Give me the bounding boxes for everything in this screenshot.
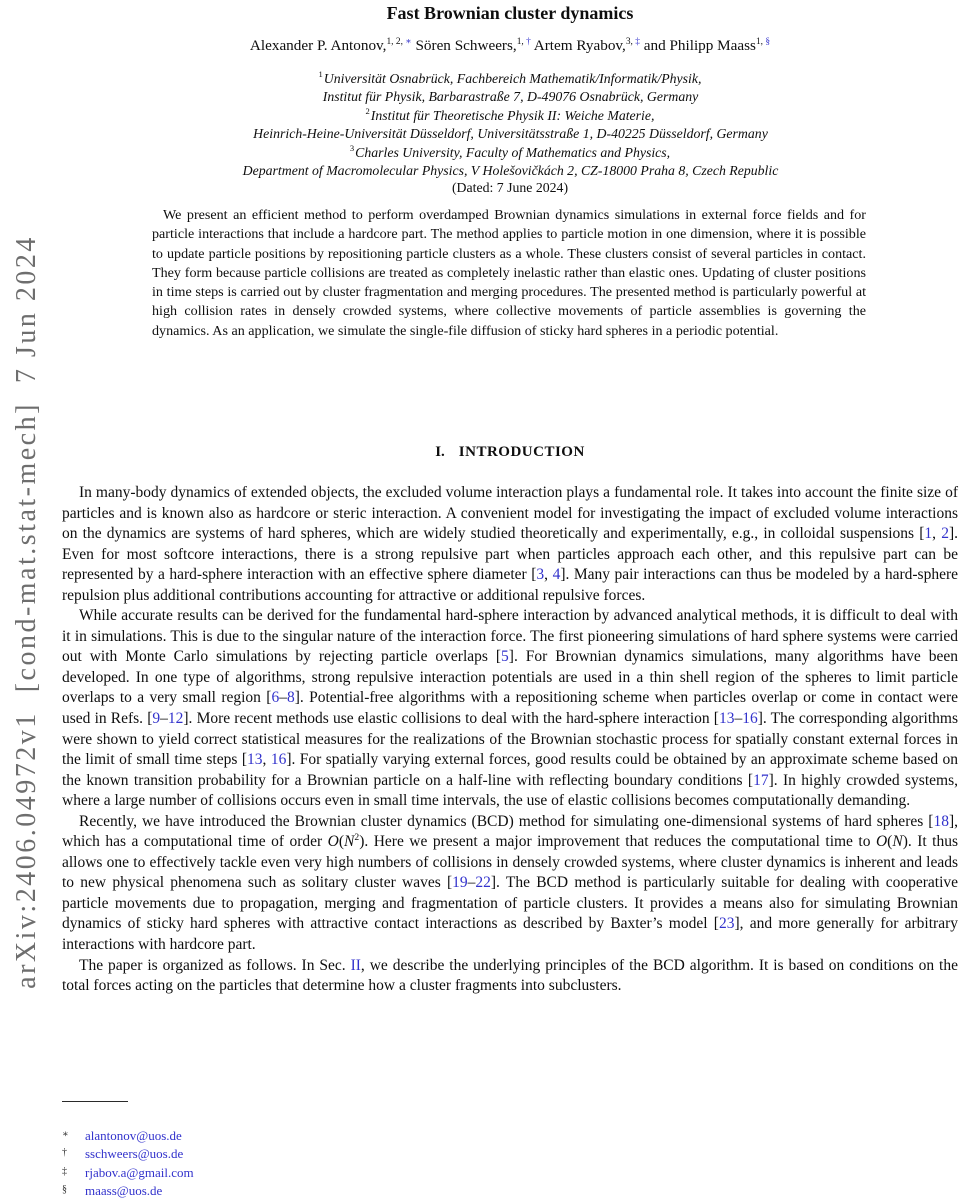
footnote-email-link[interactable]: maass@uos.de [85,1182,163,1198]
text-segment: O [875,833,888,851]
text-segment: ]. Even for most softcore interactions, there is a strong repulsive part when particles approach each other, and this repulsive part can be represented by a hard-sphere interaction with an effective sphere diameter [ [62,525,958,584]
text-segment: O [327,833,339,851]
text-segment: ]. The BCD method is particularly suitable for dealing with cooperative particle movements due to propagation, merging and fragmentation of particle clusters. It provides a means also for simulating Brownian dynamics of sticky hard spheres with attractive contact interactions as described by Baxter’s model [ [62,874,958,933]
ref-link[interactable]: 4 [552,566,561,584]
paper-title: Fast Brownian cluster dynamics [386,3,634,23]
ref-link[interactable]: 18 [933,812,949,830]
text-segment: Recently, we have introduced the Brownian cluster dynamics (BCD) method for simulating one-dimensional systems of hard spheres [ [79,812,934,830]
abstract-text: We present an efficient method to perform overdamped Brownian dynamics simulations in external force fields and for particle interactions that include a hardcore part. The method applies to particle motion in one dimension, where it is possible to update particle positions by repositioning particle clusters as a whole. These clusters consist of several particles in contact. They form because particle collisions are treated as completely inelastic rather than elastic ones. Updating of cluster positions in time steps is carried out by cluster fragmentation and merging procedures. The presented method is particularly powerful at high collision rates in densely crowded systems, where collective movements of particle assemblies is governing the dynamics. As an application, we simulate the single-file diffusion of sticky hard spheres in a periodic potential. [152,207,866,339]
footnote-symbol: † [62,1147,67,1159]
text-segment: The paper is organized as follows. In Sec. [79,956,351,974]
affiliation-text: Institut für Physik, Barbarastraße 7, D-49076 Osnabrück, Germany [322,89,699,105]
text-segment: ]. For Brownian dynamics simulations, many algorithms have been developed. In one type of algorithms, strong repulsive interaction potentials are used in a thin shell region of the spheres to limit particle overlaps to a very small region [ [62,648,958,707]
intro-paragraph-2 [62,606,958,811]
ref-link[interactable]: 13 [718,710,735,728]
text-segment: – [734,710,743,728]
text-segment: ). Here we present a major improvement that reduces the computational time to [359,833,876,851]
footnote-mark-link[interactable]: † [526,36,531,47]
text-segment: 2 [354,832,360,844]
text-segment: In many-body dynamics of extended objects, the excluded volume interaction plays a fundamental role. It takes into account the finite size of particles and is known also as hardcore or steric interaction. A convenient model for investigating the impact of excluded volume interactions on the dynamics are systems of hard spheres, which are widely studied theoretically and experimentally, e.g., in colloidal suspensions [ [62,484,958,543]
affiliation-text: Universität Osnabrück, Fachbereich Mathematik/Informatik/Physik, [323,71,702,86]
ref-link[interactable]: 19 [452,874,468,892]
section-heading [62,444,958,461]
ref-link[interactable]: 13 [247,751,263,769]
footnote-email-link[interactable]: rjabov.a@gmail.com [85,1164,194,1180]
footnote-email-link[interactable]: alantonov@uos.de [85,1128,182,1143]
text-segment: Alexander P. Antonov, [249,37,387,54]
text-segment: ]. Many pair interactions can thus be modeled by a hard-sphere repulsion plus additional contributions accounting for attractive or additional repulsive forces. [62,566,959,604]
text-segment: 1, [755,36,766,47]
author-line [62,37,958,55]
affiliation-text: Charles University, Faculty of Mathematics and Physics, [355,144,671,160]
ref-link[interactable]: 8 [286,689,295,707]
ref-link[interactable]: 5 [501,648,509,666]
affiliation-text: Department of Macromolecular Physics, V Holešovičkách 2, CZ-18000 Praha 8, Czech Republic [242,163,779,179]
affiliation-line [62,107,958,125]
affiliation-text: Institut für Theoretische Physik II: Weiche Materie, [370,107,655,123]
affiliation-text: Heinrich-Heine-Universität Düsseldorf, Universitätsstraße 1, D-40225 Düsseldorf, Germany [253,126,768,142]
text-segment: ]. In highly crowded systems, where a large number of collisions occurs even in small time intervals, the use of elastic collisions becomes computationally demanding. [62,771,958,810]
affiliation-line [62,88,958,106]
footnote-mark-link[interactable]: § [765,36,771,47]
text-segment: While accurate results can be derived for the fundamental hard-sphere interaction by advanced analytical methods, it is difficult to deal with it in simulations. This is due to the singular nature of the interaction force. The first pioneering simulations of hard sphere systems were carried out with Monte Carlo simulations by rejecting particle overlaps [ [62,607,958,666]
footnote-item [62,1164,462,1182]
introduction-body [62,483,958,997]
text-segment: 1, [516,36,527,47]
text-segment: N [344,833,355,851]
intro-paragraph-3 [62,812,958,956]
ref-link[interactable]: 16 [742,710,758,728]
footnote-symbol: ‡ [62,1165,67,1177]
text-segment: ]. Potential-free algorithms with a repositioning scheme when particles overlap or come in contact were used in Refs. [ [62,689,958,728]
ref-link[interactable]: 6 [271,689,280,707]
text-segment: N [892,833,903,851]
affiliation-superscript: 2 [365,106,370,117]
affiliations [62,70,958,181]
text-segment: – [279,689,287,707]
text-segment: Artem Ryabov, [530,37,626,54]
text-segment: and Philipp Maass [639,37,756,54]
ref-link[interactable]: 2 [941,525,949,543]
affiliation-line [62,125,958,143]
ref-link[interactable]: 16 [270,751,287,769]
text-segment: ). It thus allows one to effectively tackle even very high numbers of collisions in densely crowded systems, where cluster dynamics is inherent and leads to new physical phenomena such as solitary cluster waves [ [62,833,959,892]
text-segment: , [262,751,271,769]
text-segment: ( [338,833,345,851]
footnote-item [62,1127,462,1145]
arxiv-stamp: arXiv:2406.04972v1 [cond-mat.stat-mech] 7 Jun 2024 [11,235,42,989]
footnote-mark-link[interactable]: ‡ [635,36,640,47]
dated-line: (Dated: 7 June 2024) [451,180,569,195]
intro-paragraph-4 [62,956,958,997]
ref-link[interactable]: II [350,956,361,974]
ref-link[interactable]: 9 [152,710,161,728]
ref-link[interactable]: 23 [718,915,735,933]
affiliation-superscript: 3 [349,143,355,154]
affiliation-line [62,162,958,180]
text-segment: Sören Schweers, [411,37,517,54]
affiliation-line [62,70,958,88]
text-segment: ]. The corresponding algorithms were shown to yield correct statistical measures for the realizations of the Brownian stochastic process for spatially constant external forces in the limit of small time steps [ [62,710,958,769]
text-segment: ]. More recent methods use elastic collisions to deal with the hard-sphere interaction [ [183,710,719,728]
text-segment: , [932,525,942,543]
ref-link[interactable]: 12 [167,710,184,728]
ref-link[interactable]: 1 [924,525,933,543]
footnote-item [62,1182,462,1200]
affiliation-line [62,144,958,162]
text-segment: ]. For spatially varying external forces, good results could be obtained by an approximate scheme based on the known transition probability for a Brownian particle on a half-line with reflecting boundary conditions [ [62,751,959,789]
ref-link[interactable]: 17 [753,771,769,789]
footnote-rule [62,1101,128,1102]
text-segment: 1, 2, [386,36,406,47]
section-title: INTRODUCTION [458,444,585,460]
text-segment: – [467,874,476,892]
text-segment: ], and more generally for arbitrary interactions with hardcore part. [62,915,958,954]
footnote-item [62,1145,462,1163]
section-number: I. [435,444,445,460]
ref-link[interactable]: 22 [475,874,491,892]
text-segment: ( [887,833,893,851]
text-segment: – [160,710,168,728]
intro-paragraph-1 [62,483,958,606]
affiliation-superscript: 1 [318,69,323,80]
footnote-symbol: § [62,1183,67,1195]
text-segment: ], which has a computational time of order [62,812,958,851]
footnote-mark-link[interactable]: ∗ [405,36,412,47]
text-segment: , [544,566,553,584]
footnote-list [62,1127,462,1200]
footnote-email-link[interactable]: sschweers@uos.de [85,1146,184,1162]
footnote-symbol: ∗ [62,1129,69,1140]
ref-link[interactable]: 3 [536,566,545,584]
text-segment: 3, [625,36,636,47]
text-segment: , we describe the underlying principles of the BCD algorithm. It is based on conditions on the total forces acting on the particles that determine how a cluster fragments into subclusters. [62,956,958,995]
footnotes [62,1101,462,1200]
